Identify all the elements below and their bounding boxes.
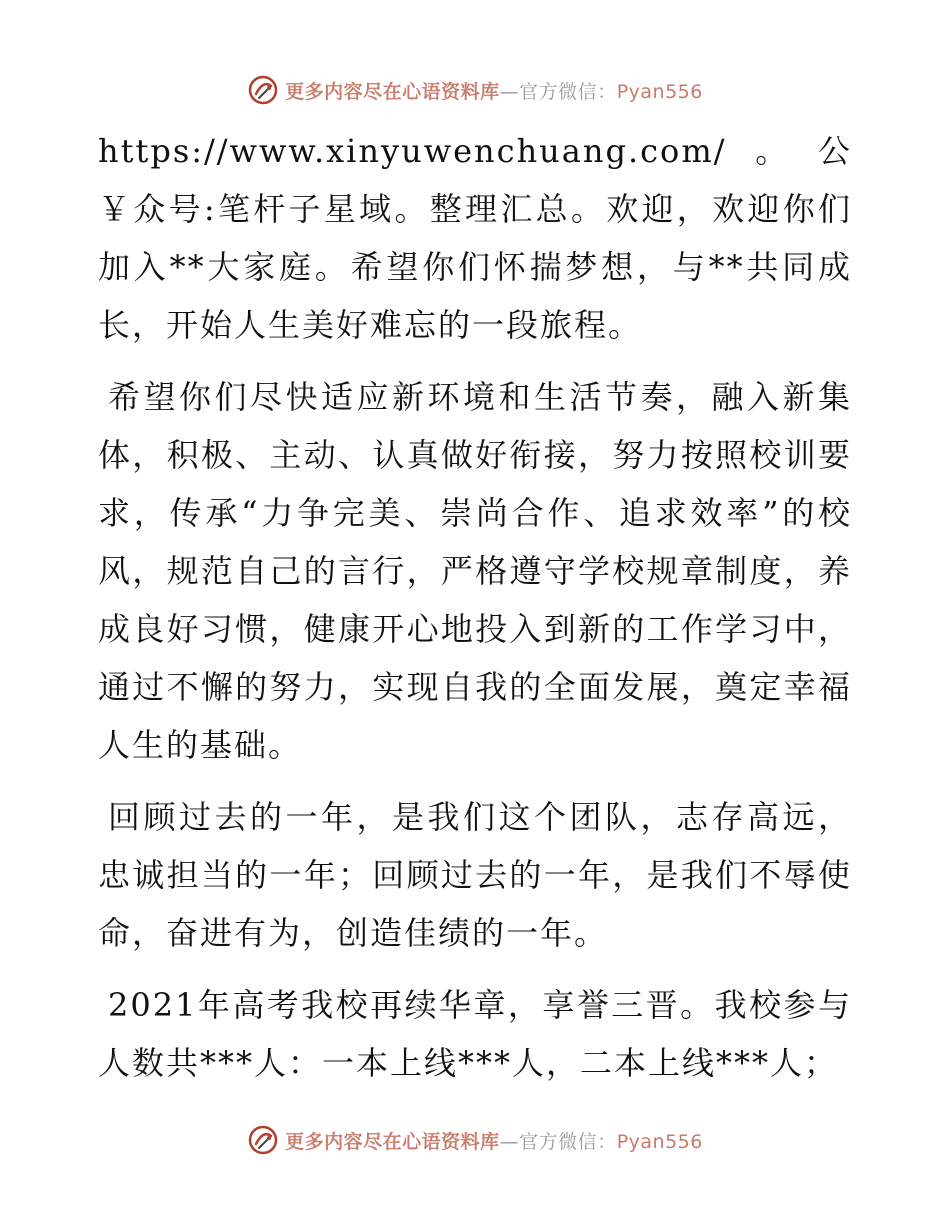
watermark-wechat-id: Pyan556 — [616, 1130, 703, 1153]
watermark-text — [285, 1127, 703, 1154]
xinyu-logo-icon — [247, 1124, 279, 1156]
footer-watermark — [0, 1120, 950, 1160]
watermark-separator: — — [499, 80, 520, 103]
watermark-wechat-id: Pyan556 — [616, 80, 703, 103]
header-watermark — [0, 70, 950, 110]
paragraph-1: https://www.xinyuwenchuang.com/。公￥众号:笔杆子星域。整理汇总。欢迎，欢迎你们加入**大家庭。希望你们怀揣梦想，与**共同成长，开始人生美好难忘的一段旅程。 — [98, 132, 852, 344]
paragraph-3: 回顾过去的一年，是我们这个团队，志存高远，忠诚担当的一年；回顾过去的一年，是我们不辱使命，奋进有为，创造佳绩的一年。 — [98, 798, 852, 952]
watermark-label: 官方微信： — [519, 1130, 617, 1153]
document-body — [98, 122, 852, 1092]
watermark-text — [285, 77, 703, 104]
watermark-separator: — — [499, 1130, 520, 1153]
paragraph-2: 希望你们尽快适应新环境和生活节奏，融入新集体，积极、主动、认真做好衔接，努力按照校训要求，传承“力争完美、崇尚合作、追求效率”的校风，规范自己的言行，严格遵守学校规章制度，养成良好习惯，健康开心地投入到新的工作学习中，通过不懈的努力，实现自我的全面发展，奠定幸福人生的基础。 — [98, 378, 852, 764]
xinyu-logo-icon — [247, 74, 279, 106]
paragraph-4: 2021年高考我校再续华章，享誉三晋。我校参与人数共***人：一本上线***人，二本上线***人； — [98, 986, 852, 1082]
watermark-brand: 更多内容尽在心语资料库 — [285, 1130, 500, 1153]
watermark-brand: 更多内容尽在心语资料库 — [285, 80, 500, 103]
watermark-label: 官方微信： — [519, 80, 617, 103]
